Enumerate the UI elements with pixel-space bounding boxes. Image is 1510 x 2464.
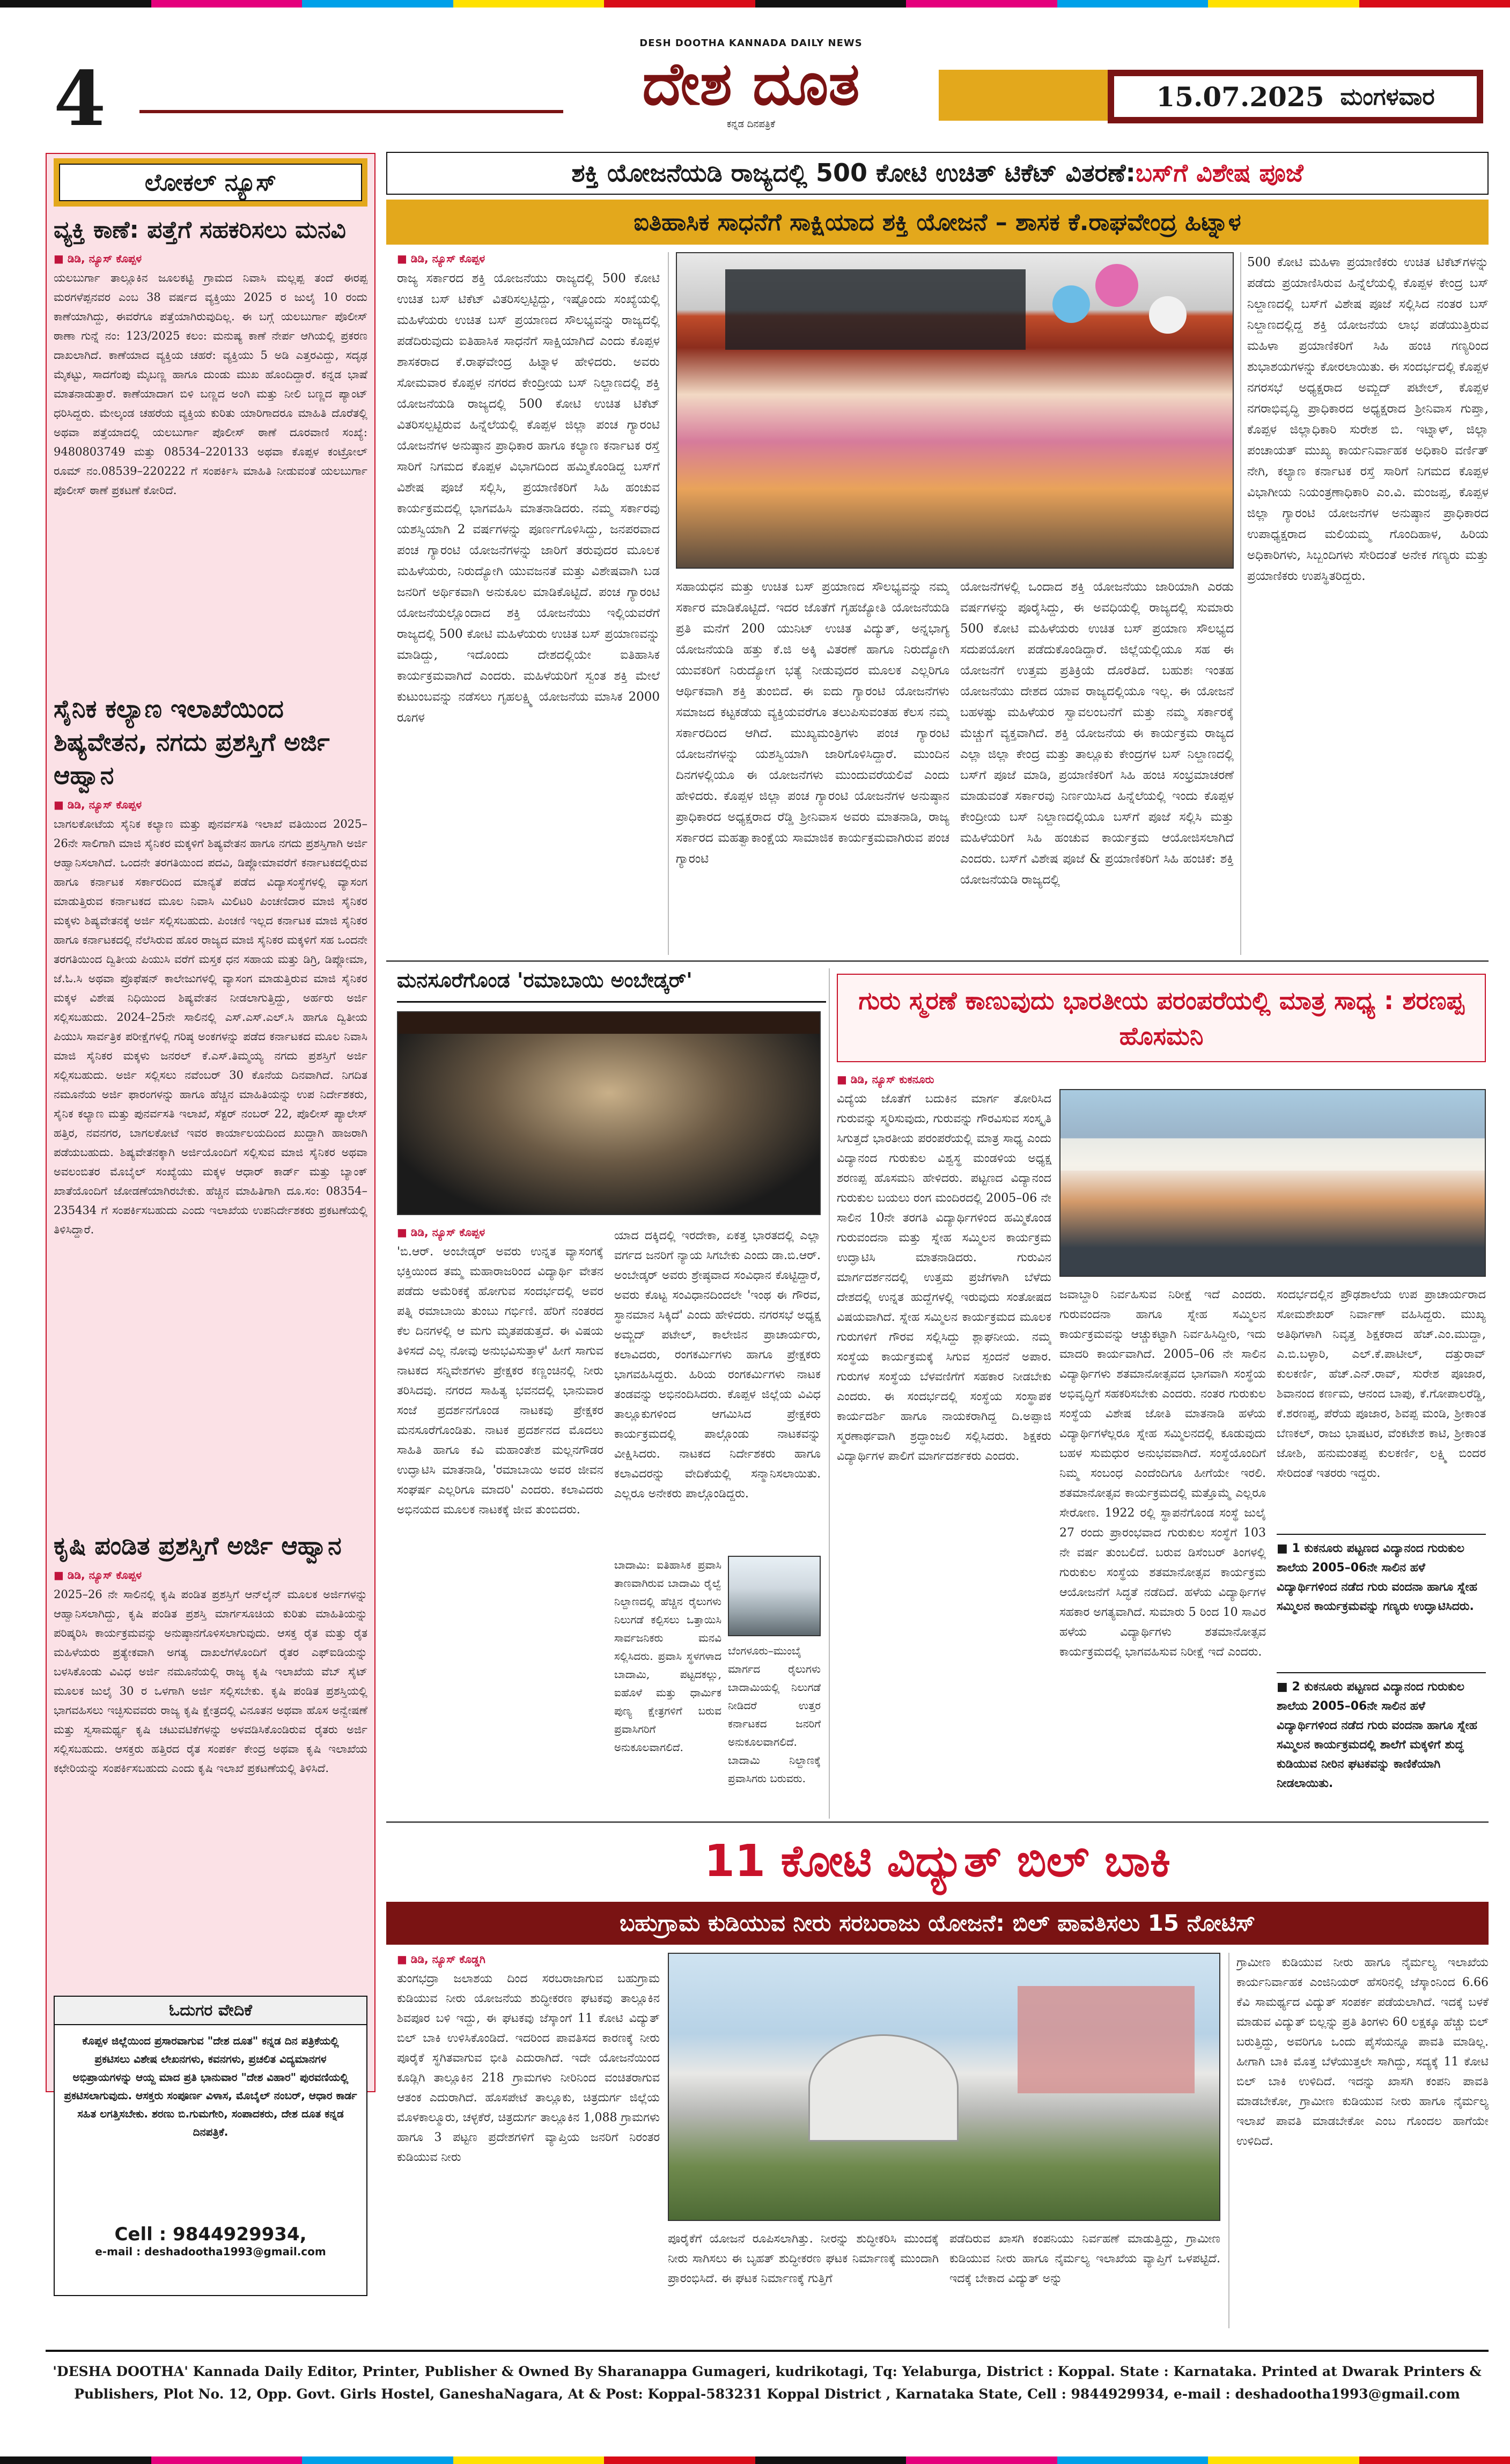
bottom-col4-text: ಗ್ರಾಮೀಣ ಕುಡಿಯುವ ನೀರು ಹಾಗೂ ನೈರ್ಮಲ್ಯ ಇಲಾಖೆಯ ಕಾರ್ಯನಿರ್ವಾಹಕ ಎಂಜಿನಿಯರ್ ಹೆಸರಿನಲ್ಲಿ ಜೆಸ್ಕಾಂನಿಂದ 6.66 ಕೆವಿ ಸಾಮರ್ಥ್ಯದ ವಿದ್ಯುತ್ ಸಂಪರ್ಕ ಪಡೆಯಲಾಗಿದೆ. ಇದಕ್ಕೆ ಬಳಕೆ ಮಾಡುವ ವಿದ್ಯುತ್ ಬಿಲ್ಲನ್ನು ಪ್ರತಿ ತಿಂಗಳು 60 ಲಕ್ಷಕ್ಕೂ ಹೆಚ್ಚು ಬಿಲ್ ಬರುತ್ತಿದ್ದು, ಅವರಿಗೂ ಒಂದು ಪೈಸೆಯನ್ನೂ ಪಾವತಿ ಮಾಡಿಲ್ಲ. ಹೀಗಾಗಿ ಬಾಕಿ ಮೊತ್ತ ಬೆಳೆಯುತ್ತಲೇ ಸಾಗಿದ್ದು, ಸದ್ಯಕ್ಕೆ 11 ಕೋಟಿ ಬಿಲ್ ಬಾಕಿ ಉಳಿದಿದೆ. ಇದನ್ನು ಖಾಸಗಿ ಕಂಪನಿ ಪಾವತಿ ಮಾಡಬೇಕೋ, ಗ್ರಾಮೀಣ ಕುಡಿಯುವ ನೀರು ಹಾಗೂ ನೈರ್ಮಲ್ಯ ಇಲಾಖೆ ಪಾವತಿ ಮಾಡಬೇಕೋ ಎಂಬ ಗೊಂದಲ ಹಾಗೆಯೇ ಉಳಿದಿದೆ. — [1236, 1956, 1489, 2148]
page-number: 4 — [54, 55, 106, 143]
readers-forum-head: ಓದುಗರ ವೇದಿಕೆ — [55, 1997, 366, 2025]
guru-title-box — [837, 974, 1486, 1062]
date-box — [1108, 70, 1483, 123]
section-label-box — [54, 158, 367, 207]
guru-col3-text: ಸಂದರ್ಭದಲ್ಲಿನ ಪ್ರೌಢಶಾಲೆಯ ಉಪ ಪ್ರಾಚಾರ್ಯರಾದ ಸೋಮಶೇಖರ್ ನಿರ್ವಾಣ್ ವಹಿಸಿದ್ದರು. ಮುಖ್ಯ ಅತಿಥಿಗಳಾಗಿ ನಿವೃತ್ತ ಶಿಕ್ಷಕರಾದ ಹೆಚ್.ಎಂ.ಮುದ್ದಾ, ಎ.ಬಿ.ಬಳ್ಳಾರಿ, ಎಲ್.ಕೆ.ಪಾಟೀಲ್, ದತ್ತುರಾವ್ ಕುಲಕರ್ಣಿ, ಹೆಚ್.ಎನ್.ರಾವ್, ಸುರೇಶ ಪೂಜಾರ, ಶಿವಾನಂದ ಕರ್ಣಮ, ಆನಂದ ಬಾಪು, ಕೆ.ಗೋಪಾಲರೆಡ್ಡಿ, ಕೆ.ಶರಣಪ್ಪ, ಪೆರೆಯ ಪೂಜಾರ, ಶಿವಪ್ಪ ಮಂಡಿ, ಶ್ರೀಕಾಂತ ಬೆಣಕಲ್, ರಾಜು ಭಾಷಟರ, ವೆಂಕಟೇಶ ಕಾಟಿ, ಶ್ರೀಕಾಂತ ಜೋಶಿ, ಹನುಮಂತಪ್ಪ ಕುಲಕರ್ಣಿ, ಲಕ್ಷ್ಮಿ ಬಿಂದರ ಸೇರಿದಂತೆ ಇತರರು ಇದ್ದರು. — [1277, 1288, 1486, 1480]
guru-col3 — [1277, 1285, 1486, 1812]
masthead-title: ದೇಶ ದೂತ — [642, 49, 860, 118]
badami-photo — [728, 1556, 821, 1636]
mid-bottom-rule — [386, 1821, 1489, 1823]
header-rule-left — [139, 110, 563, 113]
top-tag: ■ ಡಿಡಿ, ನ್ಯೂಸ್ ಕೊಪ್ಪಳ — [397, 252, 660, 265]
drama-col2 — [614, 1226, 821, 1548]
bottom-col4 — [1236, 1953, 1489, 2328]
article-missing — [54, 215, 367, 654]
top-col4 — [1247, 252, 1489, 955]
top-col1-text: ರಾಜ್ಯ ಸರ್ಕಾರದ ಶಕ್ತಿ ಯೋಜನೆಯು ರಾಜ್ಯದಲ್ಲಿ 500 ಕೋಟಿ ಉಚಿತ ಬಸ್ ಟಿಕೆಟ್ ವಿತರಿಸಲ್ಪಟ್ಟಿದ್ದು, ಇಷ್ಟೊಂದು ಸಂಖ್ಯೆಯಲ್ಲಿ ಮಹಿಳೆಯರು ಉಚಿತ ಬಸ್ ಪ್ರಯಾಣದ ಸೌಲಭ್ಯವನ್ನು ರಾಜ್ಯದಲ್ಲಿ ಪಡೆದಿರುವುದು ಐತಿಹಾಸಿಕ ಸಾಧನೆಗೆ ಸಾಕ್ಷಿಯಾಗಿದೆ ಎಂದು ಕೊಪ್ಪಳ ಶಾಸಕರಾದ ಕೆ.ರಾಘವೇಂದ್ರ ಹಿಟ್ನಾಳ ಹೇಳಿದರು. ಅವರು ಸೋಮವಾರ ಕೊಪ್ಪಳ ನಗರದ ಕೇಂದ್ರೀಯ ಬಸ್ ನಿಲ್ದಾಣದಲ್ಲಿ ಶಕ್ತಿ ಯೋಜನೆಯಡಿ ರಾಜ್ಯದಲ್ಲಿ 500 ಕೋಟಿ ಉಚಿತ ಟಿಕೆಟ್ ವಿತರಿಸಲ್ಪಟ್ಟಿರುವ ಹಿನ್ನೆಲೆಯಲ್ಲಿ ಕೊಪ್ಪಳ ಜಿಲ್ಲಾ ಪಂಚ ಗ್ಯಾರಂಟಿ ಯೋಜನೆಗಳ ಅನುಷ್ಠಾನ ಪ್ರಾಧಿಕಾರ ಹಾಗೂ ಕಲ್ಯಾಣ ಕರ್ನಾಟಕ ರಸ್ತೆ ಸಾರಿಗೆ ನಿಗಮದ ಕೊಪ್ಪಳ ವಿಭಾಗದಿಂದ ಹಮ್ಮಿಕೊಂಡಿದ್ದ ಬಸ್‌ಗೆ ವಿಶೇಷ ಪೂಜೆ ಸಲ್ಲಿಸಿ, ಪ್ರಯಾಣಿಕರಿಗೆ ಸಿಹಿ ಹಂಚುವ ಕಾರ್ಯಕ್ರಮದಲ್ಲಿ ಭಾಗವಹಿಸಿ ಮಾತನಾಡಿದರು. ನಮ್ಮ ಸರ್ಕಾರವು ಯಶಸ್ವಿಯಾಗಿ 2 ವರ್ಷಗಳನ್ನು ಪೂರ್ಣಗೊಳಿಸಿದ್ದು, ಜನಪರವಾದ ಪಂಚ ಗ್ಯಾರಂಟಿ ಯೋಜನೆಗಳನ್ನು ಜಾರಿಗೆ ತರುವುದರ ಮೂಲಕ ಮಹಿಳೆಯರು, ನಿರುದ್ಯೋಗಿ ಯುವಜನತೆ ಮತ್ತು ವಿಶೇಷವಾಗಿ ಬಡ ಜನರಿಗೆ ಅರ್ಥಿಕವಾಗಿ ಅನುಕೂಲ ಮಾಡಿಕೊಟ್ಟಿದೆ. ಪಂಚ ಗ್ಯಾರಂಟಿ ಯೋಜನೆಯಲ್ಲೊಂದಾದ ಶಕ್ತಿ ಯೋಜನೆಯು ಇಲ್ಲಿಯವರೆಗೆ ರಾಜ್ಯದಲ್ಲಿ 500 ಕೋಟಿ ಮಹಿಳೆಯರು ಉಚಿತ ಬಸ್ ಪ್ರಯಾಣವನ್ನು ಮಾಡಿದ್ದು, ಇದೊಂದು ದೇಶದಲ್ಲಿಯೇ ಐತಿಹಾಸಿಕ ಕಾರ್ಯಕ್ರಮವಾಗಿದೆ ಎಂದರು. ಮಹಿಳೆಯರಿಗೆ ಸ್ವಂತ ಶಕ್ತಿ ಮೇಲೆ ಕುಟುಂಬವನ್ನು ನಡೆಸಲು ಗೃಹಲಕ್ಷ್ಮಿ ಯೋಜನೆಯ ಮಾಸಿಕ 2000 ರೂಗಳ — [397, 271, 660, 725]
drama-stage-photo — [397, 1011, 821, 1215]
bus-pooja-photo — [676, 252, 1234, 569]
guru-note-1: ■ 1 ಕುಕನೂರು ಪಟ್ಟಣದ ವಿದ್ಯಾನಂದ ಗುರುಕುಲ ಶಾಲೆಯ 2005–06ನೇ ಸಾಲಿನ ಹಳೆ ವಿದ್ಯಾರ್ಥಿಗಳಿಂದ ನಡೆದ ಗುರು ವಂದನಾ ಹಾಗೂ ಸ್ನೇಹ ಸಮ್ಮಿಲನ ಕಾರ್ಯಕ್ರಮವನ್ನು ಗಣ್ಯರು ಉದ್ಘಾಟಿಸಿದರು. — [1277, 1534, 1486, 1668]
guru-col2-text: ಜವಾಬ್ದಾರಿ ನಿರ್ವಹಿಸುವ ನಿರೀಕ್ಷೆ ಇದೆ ಎಂದರು. ಗುರುವಂದನಾ ಹಾಗೂ ಸ್ನೇಹ ಸಮ್ಮಿಲನ ಕಾರ್ಯಕ್ರಮವನ್ನು ಆಚ್ಚುಕಟ್ಟಾಗಿ ನಿರ್ವಹಿಸಿದ್ದೀರಿ, ಇದು ಮಾದರಿ ಕಾರ್ಯವಾಗಿದೆ. 2005–06 ನೇ ಸಾಲಿನ ವಿದ್ಯಾರ್ಥಿಗಳು ಶತಮಾನೋತ್ಸವದ ಭಾಗವಾಗಿ ಸಂಸ್ಥೆಯ ಅಭಿವೃದ್ಧಿಗೆ ಸಹಕರಿಸಬೇಕು ಎಂದರು. ನಂತರ ಗುರುಕುಲ ಸಂಸ್ಥೆಯ ವಿಶೇಷ ಜೋತಿ ಮಾತನಾಡಿ ಹಳೆಯ ವಿದ್ಯಾರ್ಥಿಗಳೆಲ್ಲರೂ ಸ್ನೇಹ ಸಮ್ಮಿಲನದಲ್ಲಿ ಕೂಡುವುದು ಬಹಳ ಸುಮಧುರ ಅನುಭವವಾಗಿದೆ. ಸಂಸ್ಥೆಯೊಂದಿಗೆ ನಿಮ್ಮ ಸಂಬಂಧ ಎಂದೆಂದಿಗೂ ಹೀಗೆಯೇ ಇರಲಿ. ಶತಮಾನೋತ್ಸವ ಕಾರ್ಯಕ್ರಮದಲ್ಲಿ ಮತ್ತೊಮ್ಮೆ ಎಲ್ಲರೂ ಸೇರೋಣ. 1922 ರಲ್ಲಿ ಸ್ಥಾಪನೆಗೊಂಡ ಸಂಸ್ಥೆ ಜುಲೈ 27 ರಂದು ಪ್ರಾರಂಭವಾದ ಗುರುಕುಲ ಸಂಸ್ಥೆಗೆ 103 ನೇ ವರ್ಷ ತುಂಬಲಿದೆ. ಬರುವ ಡಿಸೆಂಬರ್ ತಿಂಗಳಲ್ಲಿ ಗುರುಕುಲ ಸಂಸ್ಥೆಯ ಶತಮಾನೋತ್ಸವ ಕಾರ್ಯಕ್ರಮ ಆಯೋಜನೆಗೆ ಸಿದ್ಧತೆ ನಡೆದಿದೆ. ಹಳೆಯ ವಿದ್ಯಾರ್ಥಿಗಳ ಸಹಕಾರ ಅಗತ್ಯವಾಗಿದೆ. ಸುಮಾರು 5 ರಿಂದ 10 ಸಾವಿರ ಹಳೆಯ ವಿದ್ಯಾರ್ಥಿಗಳು ಶತಮಾನೋತ್ಸವ ಕಾರ್ಯಕ್ರಮದಲ್ಲಿ ಭಾಗವಹಿಸುವ ನಿರೀಕ್ಷೆ ಇದೆ ಎಂದರು. — [1059, 1288, 1266, 1659]
bottom-col2 — [668, 2229, 939, 2334]
color-strip-top — [0, 0, 1510, 8]
top-col-rule-2 — [1240, 252, 1241, 955]
top-col3 — [960, 577, 1234, 955]
footer-imprint: 'DESHA DOOTHA' Kannada Daily Editor, Printer, Publisher & Owned By Sharanappa Gumageri, kudrikotagi, Tq: Yelaburga, District : Koppal. State : Karnataka. Printed at Dwarak Printers & Publishers, Plot No. 12, Opp. Govt. Girls Hostel, GaneshaNagara, At & Post: Koppal-583231 Koppal District , Karnataka State, Cell : 9844929934, e-mail : deshadootha1993@gmail.com — [53, 2364, 1482, 2402]
drama-title: ಮನಸೂರೆಗೊಂಡ 'ರಮಾಬಾಯಿ ಅಂಬೇಡ್ಕರ್' — [397, 968, 826, 1003]
header-rule-gold — [939, 70, 1108, 121]
badami-box — [614, 1556, 821, 1813]
masthead-small: DESH DOOTHA KANNADA DAILY NEWS — [639, 38, 863, 49]
guru-tag: ■ ಡಿಡಿ, ನ್ಯೂಸ್ ಕುಕನೂರು — [837, 1073, 1051, 1086]
article-krishi — [54, 1529, 367, 1971]
balloons — [1052, 285, 1090, 323]
top-subhead: ಐತಿಹಾಸಿಕ ಸಾಧನೆಗೆ ಸಾಕ್ಷಿಯಾದ ಶಕ್ತಿ ಯೋಜನೆ – ಶಾಸಕ ಕೆ.ರಾಘವೇಂದ್ರ ಹಿಟ್ನಾಳ — [386, 200, 1489, 245]
article-soldier — [54, 692, 367, 1509]
guru-note-2: ■ 2 ಕುಕನೂರು ಪಟ್ಟಣದ ವಿದ್ಯಾನಂದ ಗುರುಕುಲ ಶಾಲೆಯ 2005–06ನೇ ಸಾಲಿನ ಹಳೆ ವಿದ್ಯಾರ್ಥಿಗಳಿಂದ ನಡೆದ ಗುರು ವಂದನಾ ಹಾಗೂ ಸ್ನೇಹ ಸಮ್ಮಿಲನ ಕಾರ್ಯಕ್ರಮದಲ್ಲಿ ಶಾಲೆಗೆ ಮಕ್ಕಳಿಗೆ ಶುದ್ಧ ಕುಡಿಯುವ ನೀರಿನ ಘಟಕವನ್ನು ಕಾಣಿಕೆಯಾಗಿ ನೀಡಲಾಯಿತು. — [1277, 1672, 1486, 1812]
article-soldier-body: ಬಾಗಲಕೋಟೆಯ ಸೈನಿಕ ಕಲ್ಯಾಣ ಮತ್ತು ಪುನರ್ವಸತಿ ಇಲಾಖೆ ವತಿಯಿಂದ 2025–26ನೇ ಸಾಲಿಗಾಗಿ ಮಾಜಿ ಸೈನಿಕರ ಮಕ್ಕಳಿಗೆ ಶಿಷ್ಯವೇತನ ಹಾಗೂ ನಗದು ಪ್ರಶಸ್ತಿಗಾಗಿ ಅರ್ಜಿ ಆಹ್ವಾನಿಸಲಾಗಿದೆ. ಒಂದನೇ ತರಗತಿಯಿಂದ ಪದವಿ, ಡಿಪ್ಲೋಮಾವರೆಗೆ ಕರ್ನಾಟಕದಲ್ಲಿರುವ ಹಾಗೂ ಕರ್ನಾಟಕ ಸರ್ಕಾರದಿಂದ ಮಾನ್ಯತೆ ಪಡೆದ ವಿದ್ಯಾಸಂಸ್ಥೆಗಳಲ್ಲಿ ವ್ಯಾಸಂಗ ಮಾಡುತ್ತಿರುವ ಕರ್ನಾಟಕದ ಮೂಲ ನಿವಾಸಿ ಮಿಲಿಟರಿ ಪಿಂಚಣಿದಾರ ಮಾಜಿ ಸೈನಿಕರ ಮಕ್ಕಳು ಶಿಷ್ಯವೇತನಕ್ಕೆ ಅರ್ಜಿ ಸಲ್ಲಿಸಬಹುದು. ಪಿಂಚಣಿ ಇಲ್ಲದ ಕರ್ನಾಟಕ ಮಾಜಿ ಸೈನಿಕರ ಹಾಗೂ ಕರ್ನಾಟಕದಲ್ಲಿ ನೆಲೆಸಿರುವ ಹೊರ ರಾಜ್ಯದ ಮಾಜಿ ಸೈನಿಕರ ಮಕ್ಕಳಿಗೆ ಸಹ ಒಂದನೇ ತರಗತಿಯಿಂದ ದ್ವಿತೀಯ ಪಿಯುಸಿ ವರೆಗೆ ಮಸ್ತಕ ಧನ ಸಹಾಯ ಮತ್ತು ಡಿಗ್ರಿ, ಡಿಪ್ಲೋಮಾ, ಜೆ.ಓ.ಸಿ ಅಥವಾ ಪ್ರೊಫೆಷನ್ ಕಾಲೇಜುಗಳಲ್ಲಿ ವ್ಯಾಸಂಗ ಮಾಡುತ್ತಿರುವ ಮಾಜಿ ಸೈನಿಕರ ಮಕ್ಕಳ ವಿಶೇಷ ನಿಧಿಯಿಂದ ಶಿಷ್ಯವೇತನ ನೀಡಲಾಗುತ್ತಿದ್ದು, ಅರ್ಹರು ಅರ್ಜಿ ಸಲ್ಲಿಸಬಹುದು. 2024–25ನೇ ಸಾಲಿನಲ್ಲಿ ಎಸ್.ಎಸ್.ಎಲ್.ಸಿ ಹಾಗೂ ದ್ವಿತೀಯ ಪಿಯುಸಿ ಸಾರ್ವತ್ರಿಕ ಪರೀಕ್ಷೆಗಳಲ್ಲಿ ಗರಿಷ್ಠ ಅಂಕಗಳನ್ನು ಪಡೆದ ಕರ್ನಾಟಕದ ಮೂಲ ನಿವಾಸಿ ಮಾಜಿ ಸೈನಿಕರ ಮಕ್ಕಳು ಜನರಲ್ ಕೆ.ಎಸ್.ತಿಮ್ಮಯ್ಯ ನಗದು ಪ್ರಶಸ್ತಿಗೆ ಅರ್ಜಿ ಸಲ್ಲಿಸಬಹುದು. ಅರ್ಜಿ ಸಲ್ಲಿಸಲು ನವೆಂಬರ್ 30 ಕೊನೆಯ ದಿನವಾಗಿದೆ. ನಿಗದಿತ ನಮೂನೆಯ ಅರ್ಜಿ ಫಾರಂಗಳನ್ನು ಹಾಗೂ ಹೆಚ್ಚಿನ ಮಾಹಿತಿಯನ್ನು ಉಪ ನಿರ್ದೇಶಕರು, ಸೈನಿಕ ಕಲ್ಯಾಣ ಮತ್ತು ಪುನರ್ವಸತಿ ಇಲಾಖೆ, ಸೆಕ್ಟರ್ ನಂಬರ್ 22, ಪೊಲೀಸ್ ಪ್ಯಾಲೇಸ್ ಹತ್ತಿರ, ನವನಗರ, ಬಾಗಲಕೋಟೆ ಇವರ ಕಾರ್ಯಾಲಯದಿಂದ ಖುದ್ದಾಗಿ ಹಾಜರಾಗಿ ಪಡೆಯಬಹುದು. ಶಿಷ್ಯವೇತನಕ್ಕಾಗಿ ಅರ್ಜಿಯೊಂದಿಗೆ ಸಲ್ಲಿಸುವ ಮಾಜಿ ಸೈನಿಕರ ಅಥವಾ ಅವಲಂಬಿತರ ಮೊಬೈಲ್ ಸಂಖ್ಯೆಯು ಮಕ್ಕಳ ಆಧಾರ್ ಕಾರ್ಡ್ ಮತ್ತು ಬ್ಯಾಂಕ್ ಖಾತೆಯೊಂದಿಗೆ ಜೋಡಣೆಯಾಗಿರಬೇಕು. ಹೆಚ್ಚಿನ ಮಾಹಿತಿಗಾಗಿ ದೂ.ಸಂ: 08354–235434 ಗೆ ಸಂಪರ್ಕಿಸಬಹುದು ಎಂದು ಇಲಾಖೆಯ ಉಪನಿರ್ದೇಶಕರು ಪ್ರಕಟಣೆಯಲ್ಲಿ ತಿಳಿಸಿದ್ದಾರೆ. — [54, 818, 367, 1236]
water-plant-photo — [668, 1953, 1220, 2221]
top-bottom-rule — [386, 960, 1489, 962]
date: 15.07.2025 — [1156, 80, 1324, 113]
bottom-col3-text: ಪಡೆದಿರುವ ಖಾಸಗಿ ಕಂಪನಿಯು ನಿರ್ವಹಣೆ ಮಾಡುತ್ತಿದ್ದು, ಗ್ರಾಮೀಣ ಕುಡಿಯುವ ನೀರು ಹಾಗೂ ನೈರ್ಮಲ್ಯ ಇಲಾಖೆಯ ವ್ಯಾಪ್ತಿಗೆ ಒಳಪಟ್ಟಿದೆ. ಇದಕ್ಕೆ ಬೇಕಾದ ವಿದ್ಯುತ್ ಅನ್ನು — [949, 2232, 1220, 2285]
bottom-subhead: ಬಹುಗ್ರಾಮ ಕುಡಿಯುವ ನೀರು ಸರಬರಾಜು ಯೋಜನೆ: ಬಿಲ್ ಪಾವತಿಸಲು 15 ನೋಟಿಸ್ — [386, 1902, 1489, 1945]
guru-title: ಗುರು ಸ್ಮರಣೆ ಕಾಣುವುದು ಭಾರತೀಯ ಪರಂಪರೆಯಲ್ಲಿ ಮಾತ್ರ ಸಾಧ್ಯ : ಶರಣಪ್ಪ ಹೊಸಮನಿ — [858, 985, 1464, 1050]
article-soldier-title: ಸೈನಿಕ ಕಲ್ಯಾಣ ಇಲಾಖೆಯಿಂದ ಶಿಷ್ಯವೇತನ, ನಗದು ಪ್ರಶಸ್ತಿಗೆ ಅರ್ಜಿ ಆಹ್ವಾನ — [54, 694, 330, 790]
masthead-sub: ಕನ್ನಡ ದಿನಪತ್ರಿಕೆ — [726, 119, 775, 130]
mid-col-rule — [829, 968, 830, 1819]
top-headline-red: ಬಸ್‌ಗೆ ವಿಶೇಷ ಪೂಜೆ — [1135, 158, 1303, 187]
article-krishi-title: ಕೃಷಿ ಪಂಡಿತ ಪ್ರಶಸ್ತಿಗೆ ಅರ್ಜಿ ಆಹ್ವಾನ — [54, 1531, 342, 1560]
footer-rule — [46, 2350, 1489, 2352]
bus-windshield — [725, 269, 1026, 350]
top-col2 — [676, 577, 949, 955]
badami-text: ಬಾದಾಮಿ: ಐತಿಹಾಸಿಕ ಪ್ರವಾಸಿ ತಾಣವಾಗಿರುವ ಬಾದಾಮಿ ರೈಲ್ವೆ ನಿಲ್ದಾಣದಲ್ಲಿ ಹೆಚ್ಚಿನ ರೈಲುಗಳು ನಿಲುಗಡೆ ಕಲ್ಪಿಸಲು ಒತ್ತಾಯಿಸಿ ಸಾರ್ವಜನಿಕರು ಮನವಿ ಸಲ್ಲಿಸಿದರು. ಪ್ರವಾಸಿ ಸ್ಥಳಗಳಾದ ಬಾದಾಮಿ, ಪಟ್ಟದಕಲ್ಲು, ಐಹೊಳೆ ಮತ್ತು ಧಾರ್ಮಿಕ ಪುಣ್ಯ ಕ್ಷೇತ್ರಗಳಿಗೆ ಬರುವ ಪ್ರವಾಸಿಗರಿಗೆ ಅನುಕೂಲವಾಗಲಿದೆ. — [614, 1558, 721, 1754]
top-col-rule — [668, 252, 669, 955]
masthead-block — [563, 38, 939, 130]
article-soldier-tag: ■ ಡಿಡಿ, ನ್ಯೂಸ್ ಕೊಪ್ಪಳ — [54, 798, 367, 811]
stage-curtain — [398, 1012, 820, 1034]
readers-forum-cell: Cell : 9844929934, — [114, 2224, 307, 2245]
readers-forum — [54, 1996, 367, 2296]
bottom-col3 — [949, 2229, 1220, 2334]
article-missing-body: ಯಲಬುರ್ಗಾ ತಾಲ್ಲೂಕಿನ ಜೂಲಕಟ್ಟಿ ಗ್ರಾಮದ ನಿವಾಸಿ ಮಲ್ಲಪ್ಪ ತಂದೆ ಈರಪ್ಪ ಮರಗಳೆಪ್ಪನವರ ಎಂಬ 38 ವರ್ಷದ ವ್ಯಕ್ತಿಯು 2025 ರ ಜುಲೈ 10 ರಂದು ಕಾಣೆಯಾಗಿದ್ದು, ಈವರೆಗೂ ಪತ್ತೆಯಾಗಿರುವುದಿಲ್ಲ. ಈ ಬಗ್ಗೆ ಯಲಬುರ್ಗಾ ಪೊಲೀಸ್ ಠಾಣಾ ಗುನ್ನೆ ನಂ: 123/2025 ಕಲಂ: ಮನುಷ್ಯ ಕಾಣೆ ನೇರ್ಪ ಆಗಿಯಲ್ಲಿ ಪ್ರಕರಣ ದಾಖಲಾಗಿದೆ. ಕಾಣೆಯಾದ ವ್ಯಕ್ತಿಯ ಚಹರೆ: ವ್ಯಕ್ತಿಯು 5 ಅಡಿ ಎತ್ತರವಿದ್ದು, ಸದೃಢ ಮೈಕಟ್ಟು, ಸಾದಗೆಂಪು ಮೈಬಣ್ಣ ಹಾಗೂ ದುಂಡು ಮುಖ ಹೊಂದಿದ್ದಾರೆ. ಕನ್ನಡ ಭಾಷೆ ಮಾತನಾಡುತ್ತಾರೆ. ಕಾಣೆಯಾದಾಗ ಬಿಳಿ ಬಣ್ಣದ ಅಂಗಿ ಮತ್ತು ನೀಲಿ ಬಣ್ಣದ ಪ್ಯಾಂಟ್ ಧರಿಸಿದ್ದರು. ಮೇಲ್ಕಂಡ ಚಹರೆಯ ವ್ಯಕ್ತಿಯ ಕುರಿತು ಯಾರಿಗಾದರೂ ಮಾಹಿತಿ ದೊರೆತಲ್ಲಿ ಅಥವಾ ಪತ್ತೆಯಾದಲ್ಲಿ ಯಲಬುರ್ಗಾ ಪೊಲೀಸ್ ಠಾಣೆ ದೂರವಾಣಿ ಸಂಖ್ಯೆ: 9480803749 ಮತ್ತು 08534–220133 ಅಥವಾ ಕೊಪ್ಪಳ ಕಂಟ್ರೋಲ್ ರೂಮ್ ನಂ.08539–220222 ಗೆ ಸಂಪರ್ಕಿಸಿ ಮಾಹಿತಿ ನೀಡುವಂತೆ ಯಲಬುರ್ಗಾ ಪೊಲೀಸ್ ಠಾಣೆ ಪ್ರಕಟಣೆ ಕೋರಿದೆ. — [54, 271, 367, 497]
bottom-headline: 11 ಕೋಟಿ ವಿದ್ಯುತ್ ಬಿಲ್ ಬಾಕಿ — [704, 1836, 1171, 1887]
article-krishi-body: 2025–26 ನೇ ಸಾಲಿನಲ್ಲಿ ಕೃಷಿ ಪಂಡಿತ ಪ್ರಶಸ್ತಿಗೆ ಆನ್‌ಲೈನ್ ಮೂಲಕ ಅರ್ಜಿಗಳನ್ನು ಆಹ್ವಾನಿಸಲಾಗಿದ್ದು, ಕೃಷಿ ಪಂಡಿತ ಪ್ರಶಸ್ತಿ ಮಾರ್ಗಸೂಚಿಯ ಕುರಿತು ಮಾಹಿತಿಯನ್ನು ಪರಿಷ್ಕರಿಸಿ ಕಾರ್ಯಕ್ರಮವನ್ನು ಅನುಷ್ಠಾನಗೊಳಿಸಲಾಗುವುದು. ಆಸಕ್ತ ರೈತ ಮತ್ತು ರೈತ ಮಹಿಳೆಯರು ಪ್ರತ್ಯೇಕವಾಗಿ ಅಗತ್ಯ ದಾಖಲೆಗಳೊಂದಿಗೆ ರೈತರ ಎಫ್‌ಐಡಿಯನ್ನು ಬಳಸಿಕೊಂಡು ವಿವಿಧ ಅರ್ಜಿ ನಮೂನೆಯಲ್ಲಿ ರಾಜ್ಯ ಕೃಷಿ ಇಲಾಖೆಯ ವೆಬ್ ಸೈಟ್ ಮೂಲಕ ಜುಲೈ 30 ರ ಒಳಗಾಗಿ ಅರ್ಜಿ ಸಲ್ಲಿಸಬೇಕು. ಕೃಷಿ ಪಂಡಿತ ಪ್ರಶಸ್ತಿಯಲ್ಲಿ ಭಾಗವಹಿಸಲು ಇಚ್ಛಿಸುವವರು ರಾಜ್ಯ ಕೃಷಿ ಕ್ಷೇತ್ರದಲ್ಲಿ ವಿನೂತನ ಅಥವಾ ಹೊಸ ಅನ್ವೇಷಣೆ ಮತ್ತು ಸ್ವಸಾಮರ್ಥ್ಯ ಕೃಷಿ ಚಟುವಟಿಕೆಗಳನ್ನು ಅಳವಡಿಸಿಕೊಂಡಿರುವ ರೈತರು ಅರ್ಜಿ ಸಲ್ಲಿಸಬಹುದು. ಆಸಕ್ತರು ಹತ್ತಿರದ ರೈತ ಸಂಪರ್ಕ ಕೇಂದ್ರ ಅಥವಾ ಕೃಷಿ ಇಲಾಖೆಯ ಕಛೇರಿಯನ್ನು ಸಂಪರ್ಕಿಸಬಹುದು ಎಂದು ಕೃಷಿ ಇಲಾಖೆ ಪ್ರಕಟಣೆಯಲ್ಲಿ ತಿಳಿಸಿದೆ. — [54, 1588, 367, 1775]
stage-banner — [1060, 1138, 1485, 1171]
article-krishi-tag: ■ ಡಿಡಿ, ನ್ಯೂಸ್ ಕೊಪ್ಪಳ — [54, 1569, 367, 1582]
guru-event-photo — [1059, 1089, 1486, 1277]
readers-forum-body: ಕೊಪ್ಪಳ ಜಿಲ್ಲೆಯಿಂದ ಪ್ರಸಾರವಾಗುವ "ದೇಶ ದೂತ" ಕನ್ನಡ ದಿನ ಪತ್ರಿಕೆಯಲ್ಲಿ ಪ್ರಕಟಿಸಲು ವಿಶೇಷ ಲೇಖನಗಳು, ಕವನಗಳು, ಪ್ರಚಲಿತ ವಿದ್ಯಮಾನಗಳ ಅಭಿಪ್ರಾಯಗಳನ್ನು ಆಯ್ದ ಮಾದ ಪ್ರತಿ ಭಾನುವಾರ "ದೇಶ ವಿಹಾರ" ಪುರವಣಿಯಲ್ಲಿ ಪ್ರಕಟಿಸಲಾಗುವುದು. ಆಸಕ್ತರು ಸಂಪೂರ್ಣ ವಿಳಾಸ, ಮೊಬೈಲ್ ನಂಬರ್, ಆಧಾರ ಕಾರ್ಡ ಸಹಿತ ಲಗತ್ತಿಸಬೇಕು. ಶರಣು ಬಿ.ಗುಮಗೇರಿ, ಸಂಪಾದಕರು, ದೇಶ ದೂತ ಕನ್ನಡ ದಿನಪತ್ರಿಕೆ. — [64, 2034, 357, 2138]
bottom-col2-text: ಪೂರೈಕೆಗೆ ಯೋಜನೆ ರೂಪಿಸಲಾಗಿತ್ತು. ನೀರನ್ನು ಶುದ್ಧೀಕರಿಸಿ ಮುಂದಕ್ಕೆ ನೀರು ಸಾಗಿಸಲು ಈ ಬೃಹತ್ ಶುದ್ಧೀಕರಣ ಘಟಕ ನಿರ್ಮಾಣಕ್ಕೆ ಮುಂದಾಗಿ ಪ್ರಾರಂಭಿಸಿದೆ. ಈ ಘಟಕ ನಿರ್ಮಾಣಕ್ಕೆ ಗುತ್ತಿಗೆ — [668, 2232, 939, 2285]
bottom-col1 — [397, 1953, 660, 2344]
drama-col1 — [397, 1226, 603, 1827]
guru-col1 — [837, 1073, 1051, 1808]
section-label: ಲೋಕಲ್ ನ್ಯೂಸ್ — [59, 164, 362, 201]
badami-text-2: ಬೆಂಗಳೂರು–ಮುಂಬೈ ಮಾರ್ಗದ ರೈಲುಗಳು ಬಾದಾಮಿಯಲ್ಲಿ ನಿಲುಗಡೆ ನೀಡಿದರೆ ಉತ್ತರ ಕರ್ನಾಟಕದ ಜನರಿಗೆ ಅನುಕೂಲವಾಗಲಿದೆ. ಬಾದಾಮಿ ನಿಲ್ದಾಣಕ್ಕೆ ಪ್ರವಾಸಿಗರು ಬರುವರು. — [728, 1644, 821, 1785]
top-col4-text: 500 ಕೋಟಿ ಮಹಿಳಾ ಪ್ರಯಾಣಿಕರು ಉಚಿತ ಟಿಕೆಟ್‌ಗಳನ್ನು ಪಡೆದು ಪ್ರಯಾಣಿಸಿರುವ ಹಿನ್ನೆಲೆಯಲ್ಲಿ ಕೊಪ್ಪಳ ಕೇಂದ್ರ ಬಸ್ ನಿಲ್ದಾಣದಲ್ಲಿ ಬಸ್‌ಗೆ ವಿಶೇಷ ಪೂಜೆ ಸಲ್ಲಿಸಿದ ನಂತರ ಬಸ್ ನಿಲ್ದಾಣದಲ್ಲಿದ್ದ ಶಕ್ತಿ ಯೋಜನೆಯ ಲಾಭ ಪಡೆಯುತ್ತಿರುವ ಮಹಿಳಾ ಪ್ರಯಾಣಿಕರಿಗೆ ಸಿಹಿ ಹಂಚಿ ಗಣ್ಯರಿಂದ ಶುಭಾಶಯಗಳನ್ನು ಕೋರಲಾಯಿತು. ಈ ಸಂದರ್ಭದಲ್ಲಿ ಕೊಪ್ಪಳ ನಗರಸಭೆ ಅಧ್ಯಕ್ಷರಾದ ಅಮ್ಜದ್ ಪಟೇಲ್, ಕೊಪ್ಪಳ ನಗರಾಭಿವೃದ್ಧಿ ಪ್ರಾಧಿಕಾರದ ಅಧ್ಯಕ್ಷರಾದ ಶ್ರೀನಿವಾಸ ಗುಪ್ತಾ, ಕೊಪ್ಪಳ ಜಿಲ್ಲಾಧಿಕಾರಿ ಸುರೇಶ ಬಿ. ಇಟ್ನಾಳ್, ಜಿಲ್ಲಾ ಪಂಚಾಯತ್ ಮುಖ್ಯ ಕಾರ್ಯನಿರ್ವಾಹಕ ಅಧಿಕಾರಿ ವರ್ಣಿತ್ ನೇಗಿ, ಕಲ್ಯಾಣ ಕರ್ನಾಟಕ ರಸ್ತೆ ಸಾರಿಗೆ ನಿಗಮದ ಕೊಪ್ಪಳ ವಿಭಾಗೀಯ ನಿಯಂತ್ರಣಾಧಿಕಾರಿ ಎಂ.ವಿ. ಮಂಜಪ್ಪ, ಕೊಪ್ಪಳ ಜಿಲ್ಲಾ ಗ್ಯಾರಂಟಿ ಯೋಜನೆಗಳ ಅನುಷ್ಠಾನ ಪ್ರಾಧಿಕಾರದ ಉಪಾಧ್ಯಕ್ಷರಾದ ಮಲಿಯಮ್ಮ ಗೊಂದಿಹಾಳ, ಹಿರಿಯ ಅಧಿಕಾರಿಗಳು, ಸಿಬ್ಬಂದಿಗಳು ಸೇರಿದಂತೆ ಅನೇಕ ಗಣ್ಯರು ಮತ್ತು ಪ್ರಯಾಣಿಕರು ಉಪಸ್ಥಿತರಿದ್ದರು. — [1247, 255, 1489, 583]
guru-col1-text: ವಿದ್ಯೆಯ ಜೊತೆಗೆ ಬದುಕಿನ ಮಾರ್ಗ ತೋರಿಸಿದ ಗುರುವನ್ನು ಸ್ಮರಿಸುವುದು, ಗುರುವನ್ನು ಗೌರವಿಸುವ ಸಂಸ್ಕೃತಿ ಸಿಗುತ್ತದೆ ಭಾರತೀಯ ಪರಂಪರೆಯಲ್ಲಿ ಮಾತ್ರ ಸಾಧ್ಯ ಎಂದು ವಿದ್ಯಾನಂದ ಗುರುಕುಲ ವಿಶ್ವಸ್ಥ ಮಂಡಳಿಯ ಅಧ್ಯಕ್ಷ ಶರಣಪ್ಪ ಹೊಸಮನಿ ಹೇಳಿದರು. ಪಟ್ಟಣದ ವಿದ್ಯಾನಂದ ಗುರುಕುಲ ಬಯಲು ರಂಗ ಮಂದಿರದಲ್ಲಿ 2005–06 ನೇ ಸಾಲಿನ 10ನೇ ತರಗತಿ ವಿದ್ಯಾರ್ಥಿಗಳಿಂದ ಹಮ್ಮಿಕೊಂಡ ಗುರುವಂದನಾ ಮತ್ತು ಸ್ನೇಹ ಸಮ್ಮಿಲನ ಕಾರ್ಯಕ್ರಮ ಉದ್ಘಾಟಿಸಿ ಮಾತನಾಡಿದರು. ಗುರುವಿನ ಮಾರ್ಗದರ್ಶನದಲ್ಲಿ ಉತ್ತಮ ಪ್ರಜೆಗಳಾಗಿ ಬೆಳೆದು ದೇಶದಲ್ಲಿ ಉನ್ನತ ಹುದ್ದೆಗಳಲ್ಲಿ ಇರುವುದು ಸಂತೋಷದ ವಿಷಯವಾಗಿದೆ. ಸ್ನೇಹ ಸಮ್ಮಿಲನ ಕಾರ್ಯಕ್ರಮದ ಮೂಲಕ ಗುರುಗಳಿಗೆ ಗೌರವ ಸಲ್ಲಿಸಿದ್ದು ಶ್ಲಾಘನೀಯ. ನಮ್ಮ ಸಂಸ್ಥೆಯ ಕಾರ್ಯಕ್ರಮಕ್ಕೆ ಸಿಗುವ ಸ್ಪಂದನೆ ಅಪಾರ. ಗುರುಗಳ ಸಂಸ್ಥೆಯ ಬೆಳವಣಿಗೆಗೆ ಸಹಕಾರ ನೀಡಬೇಕು ಎಂದರು. ಈ ಸಂದರ್ಭದಲ್ಲಿ ಸಂಸ್ಥೆಯ ಸಂಸ್ಥಾಪಕ ಕಾರ್ಯದರ್ಶಿ ಹಾಗೂ ನಾಯಕರಾಗಿದ್ದ ದಿ.ಅಪ್ಪಾಜಿ ಸ್ಮರಣಾರ್ಥವಾಗಿ ಶ್ರದ್ಧಾಂಜಲಿ ಸಲ್ಲಿಸಿದರು. ಶಿಕ್ಷಕರು ವಿದ್ಯಾರ್ಥಿಗಳ ಪಾಲಿಗೆ ಮಾರ್ಗದರ್ಶಕರು ಎಂದರು. — [837, 1092, 1051, 1463]
drama-tag: ■ ಡಿಡಿ, ನ್ಯೂಸ್ ಕೊಪ್ಪಳ — [397, 1226, 603, 1239]
bottom-col-rule — [1228, 1953, 1229, 2328]
top-headline — [386, 152, 1489, 195]
article-missing-title: ವ್ಯಕ್ತಿ ಕಾಣೆ: ಪತ್ತೆಗೆ ಸಹಕರಿಸಲು ಮನವಿ — [54, 216, 346, 244]
drama-col1-text: 'ಬಿ.ಆರ್. ಅಂಬೇಡ್ಕರ್ ಅವರು ಉನ್ನತ ವ್ಯಾಸಂಗಕ್ಕೆ ಭಕ್ತಿಯಿಂದ ತಮ್ಮ ಮಹಾರಾಜರಿಂದ ವಿದ್ಯಾರ್ಥಿ ವೇತನ ಪಡೆದು ಅಮೆರಿಕಕ್ಕೆ ಹೋಗುವ ಸಂದರ್ಭದಲ್ಲಿ ಅವರ ಪತ್ನಿ ರಮಾಬಾಯಿ ತುಂಬು ಗರ್ಭಿಣಿ. ಹೆರಿಗೆ ನಂತರದ ಕೆಲ ದಿನಗಳಲ್ಲಿ ಆ ಮಗು ಮೃತಪಡುತ್ತದೆ. ಈ ವಿಷಯ ತಿಳಿಸದೆ ಎಲ್ಲ ನೋವು ಅನುಭವಿಸುತ್ತಾಳೆ' ಹೀಗೆ ಸಾಗುವ ನಾಟಕದ ಸನ್ನಿವೇಶಗಳು ಪ್ರೇಕ್ಷಕರ ಕಣ್ಣಂಚಿನಲ್ಲಿ ನೀರು ತರಿಸಿದವು. ನಗರದ ಸಾಹಿತ್ಯ ಭವನದಲ್ಲಿ ಭಾನುವಾರ ಸಂಜೆ ಪ್ರದರ್ಶನಗೊಂಡ ನಾಟಕವು ಪ್ರೇಕ್ಷಕರ ಮನಸೂರೆಗೊಂಡಿತು. ನಾಟಕ ಪ್ರದರ್ಶನದ ಮೊದಲು ಸಾಹಿತಿ ಹಾಗೂ ಕವಿ ಮಹಾಂತೇಶ ಮಲ್ಲನಗೌಡರ ಉದ್ಘಾಟಿಸಿ ಮಾತನಾಡಿ, 'ರಮಾಬಾಯಿ ಅವರ ಜೀವನ ಸಂಘರ್ಷ ಎಲ್ಲರಿಗೂ ಮಾದರಿ' ಎಂದರು. ಕಲಾವಿದರು ಅಭಿನಯದ ಮೂಲಕ ನಾಟಕಕ್ಕೆ ಜೀವ ತುಂಬಿದರು. — [397, 1245, 603, 1517]
drama-col2-text: ಯಾದ ದಕ್ಕಿದಲ್ಲಿ ಇರದೇಕಾ, ಏಕತ್ತ ಭಾರತದಲ್ಲಿ ಎಲ್ಲಾ ವರ್ಗದ ಜನರಿಗೆ ನ್ಯಾಯ ಸಿಗಬೇಕು ಎಂದು ಡಾ.ಬಿ.ಆರ್. ಅಂಬೇಡ್ಕರ್ ಅವರು ಶ್ರೇಷ್ಠವಾದ ಸಂವಿಧಾನ ಕೊಟ್ಟಿದ್ದಾರೆ, ಅವರು ಕೊಟ್ಟ ಸಂವಿಧಾನದಿಂದಲೇ 'ಇಂಥ ಈ ಗೌರವ, ಸ್ಥಾನಮಾನ ಸಿಕ್ಕಿದೆ' ಎಂದು ಹೇಳಿದರು. ನಗರಸಭೆ ಅಧ್ಯಕ್ಷ ಅಮ್ಜದ್ ಪಟೇಲ್, ಕಾಲೇಜಿನ ಪ್ರಾಚಾರ್ಯರು, ಕಲಾವಿದರು, ರಂಗಕರ್ಮಿಗಳು ಹಾಗೂ ಪ್ರೇಕ್ಷಕರು ಭಾಗವಹಿಸಿದ್ದರು. ಹಿರಿಯ ರಂಗಕರ್ಮಿಗಳು ನಾಟಕ ತಂಡವನ್ನು ಅಭಿನಂದಿಸಿದರು. ಕೊಪ್ಪಳ ಜಿಲ್ಲೆಯ ವಿವಿಧ ತಾಲ್ಲೂಕುಗಳಿಂದ ಆಗಮಿಸಿದ ಪ್ರೇಕ್ಷಕರು ಕಾರ್ಯಕ್ರಮದಲ್ಲಿ ಪಾಲ್ಗೊಂಡು ನಾಟಕವನ್ನು ವೀಕ್ಷಿಸಿದರು. ನಾಟಕದ ನಿರ್ದೇಶಕರು ಹಾಗೂ ಕಲಾವಿದರನ್ನು ವೇದಿಕೆಯಲ್ಲಿ ಸನ್ಮಾನಿಸಲಾಯಿತು. ಎಲ್ಲರೂ ಅನೇಕರು ಪಾಲ್ಗೊಂಡಿದ್ದರು. — [614, 1229, 821, 1501]
plant-dome — [808, 2034, 959, 2142]
weekday: ಮಂಗಳವಾರ — [1340, 83, 1435, 111]
color-strip-bottom — [0, 2456, 1510, 2464]
guru-col2 — [1059, 1285, 1266, 1813]
bottom-col1-text: ತುಂಗಭದ್ರಾ ಜಲಾಶಯ ದಿಂದ ಸರಬರಾಜಾಗುವ ಬಹುಗ್ರಾಮ ಕುಡಿಯುವ ನೀರು ಯೋಜನೆಯ ಶುದ್ಧೀಕರಣ ಘಟಕವು ತಾಲ್ಲೂಕಿನ ಶಿವಪೂರ ಬಳಿ ಇದ್ದು, ಈ ಘಟಕವು ಜೆಸ್ಕಾಂಗೆ 11 ಕೋಟಿ ವಿದ್ಯುತ್ ಬಿಲ್ ಬಾಕಿ ಉಳಿಸಿಕೊಂಡಿದೆ. ಇದರಿಂದ ಪಾವತಿಸದ ಕಾರಣಕ್ಕೆ ನೀರು ಪೂರೈಕೆ ಸ್ಥಗಿತವಾಗುವ ಭೀತಿ ಎದುರಾಗಿದೆ. ಇದೇ ಯೋಜನೆಯಿಂದ ಕೂಡ್ಲಿಗಿ ತಾಲ್ಲೂಕಿನ 218 ಗ್ರಾಮಗಳು ನೀರಿನಿಂದ ವಂಚಿತರಾಗುವ ಆತಂಕ ಎದುರಾಗಿದೆ. ಹೊಸಪೇಟೆ ತಾಲ್ಲೂಕು, ಚಿತ್ರದುರ್ಗ ಜಿಲ್ಲೆಯ ಮೊಳಕಾಲ್ಮೂರು, ಚಳ್ಳಕೆರೆ, ಚಿತ್ರದುರ್ಗ ತಾಲ್ಲೂಕಿನ 1,088 ಗ್ರಾಮಗಳು ಹಾಗೂ 3 ಪಟ್ಟಣ ಪ್ರದೇಶಗಳಿಗೆ ವ್ಯಾಪ್ತಿಯ ಜನರಿಗೆ ನಿರಂತರ ಕುಡಿಯುವ ನೀರು — [397, 1972, 660, 2164]
bottom-tag: ■ ಡಿಡಿ, ನ್ಯೂಸ್ ಕೊಡ್ಡಗಿ — [397, 1953, 660, 1966]
plant-building — [1018, 1986, 1195, 2093]
top-col3-text: ಯೋಜನೆಗಳಲ್ಲಿ ಒಂದಾದ ಶಕ್ತಿ ಯೋಜನೆಯು ಜಾರಿಯಾಗಿ ಎರಡು ವರ್ಷಗಳನ್ನು ಪೂರೈಸಿದ್ದು, ಈ ಅವಧಿಯಲ್ಲಿ ರಾಜ್ಯದಲ್ಲಿ ಸುಮಾರು 500 ಕೋಟಿ ಮಹಿಳೆಯರು ಉಚಿತ ಬಸ್ ಪ್ರಯಾಣ ಸೌಲಭ್ಯದ ಸದುಪಯೋಗ ಪಡೆದುಕೊಂಡಿದ್ದಾರೆ. ಜಿಲ್ಲೆಯಲ್ಲಿಯೂ ಸಹ ಈ ಯೋಜನೆಗೆ ಉತ್ತಮ ಪ್ರತಿಕ್ರಿಯೆ ದೊರೆತಿದೆ. ಬಹುಶಃ ಇಂತಹ ಯೋಜನೆಯು ದೇಶದ ಯಾವ ರಾಜ್ಯದಲ್ಲಿಯೂ ಇಲ್ಲ. ಈ ಯೋಜನೆ ಬಹಳಷ್ಟು ಮಹಿಳೆಯರ ಸ್ವಾವಲಂಬನೆಗೆ ಮತ್ತು ನಮ್ಮ ಸರ್ಕಾರಕ್ಕೆ ಮೆಚ್ಚುಗೆ ವ್ಯಕ್ತವಾಗಿದೆ. ಶಕ್ತಿ ಯೋಜನೆಯ ಈ ಕಾರ್ಯಕ್ರಮ ರಾಜ್ಯದ ಎಲ್ಲಾ ಜಿಲ್ಲಾ ಕೇಂದ್ರ ಮತ್ತು ತಾಲ್ಲೂಕು ಕೇಂದ್ರಗಳ ಬಸ್ ನಿಲ್ದಾಣದಲ್ಲಿ ಬಸ್‌ಗೆ ಪೂಜೆ ಮಾಡಿ, ಪ್ರಯಾಣಿಕರಿಗೆ ಸಿಹಿ ಹಂಚಿ ಸಂಭ್ರಮಾಚರಣೆ ಮಾಡುವಂತೆ ಸರ್ಕಾರವು ನಿರ್ಣಯಿಸಿದ ಹಿನ್ನೆಲೆಯಲ್ಲಿ ಇಂದು ಕೊಪ್ಪಳ ಕೇಂದ್ರೀಯ ಬಸ್ ನಿಲ್ದಾಣದಲ್ಲಿಯೂ ಬಸ್‌ಗೆ ಪೂಜೆ ಸಲ್ಲಿಸಿ ಮತ್ತು ಮಹಿಳೆಯರಿಗೆ ಸಿಹಿ ಹಂಚುವ ಕಾರ್ಯಕ್ರಮ ಆಯೋಜಿಸಲಾಗಿದೆ ಎಂದರು. ಬಸ್‌ಗೆ ವಿಶೇಷ ಪೂಜೆ & ಪ್ರಯಾಣಿಕರಿಗೆ ಸಿಹಿ ಹಂಚಿಕೆ: ಶಕ್ತಿ ಯೋಜನೆಯಡಿ ರಾಜ್ಯದಲ್ಲಿ — [960, 580, 1234, 887]
top-headline-main: ಶಕ್ತಿ ಯೋಜನೆಯಡಿ ರಾಜ್ಯದಲ್ಲಿ 500 ಕೋಟಿ ಉಚಿತ್ ಟಿಕೆಟ್ ವಿತರಣೆ: — [571, 158, 1136, 187]
top-col2-text: ಸಹಾಯಧನ ಮತ್ತು ಉಚಿತ ಬಸ್ ಪ್ರಯಾಣದ ಸೌಲಭ್ಯವನ್ನು ನಮ್ಮ ಸರ್ಕಾರ ಮಾಡಿಕೊಟ್ಟಿದೆ. ಇದರ ಜೊತೆಗೆ ಗೃಹಜ್ಯೋತಿ ಯೋಜನೆಯಡಿ ಪ್ರತಿ ಮನೆಗೆ 200 ಯುನಿಟ್ ಉಚಿತ ವಿದ್ಯುತ್, ಅನ್ನಭಾಗ್ಯ ಯೋಜನೆಯಡಿ ಹತ್ತು ಕೆ.ಜಿ ಅಕ್ಕಿ ವಿತರಣೆ ಹಾಗೂ ನಿರುದ್ಯೋಗಿ ಯುವಕರಿಗೆ ನಿರುದ್ಯೋಗ ಭತ್ಯೆ ನೀಡುವುದರ ಮೂಲಕ ಎಲ್ಲರಿಗೂ ಆರ್ಥಿಕವಾಗಿ ಶಕ್ತಿ ತುಂಬಿದೆ. ಈ ಐದು ಗ್ಯಾರಂಟಿ ಯೋಜನೆಗಳು ಸಮಾಜದ ಕಟ್ಟಕಡೆಯ ವ್ಯಕ್ತಿಯವರೆಗೂ ತಲುಪಿಸುವಂತಹ ಕೆಲಸ ನಮ್ಮ ಸರ್ಕಾರದಿಂದ ಆಗಿದೆ. ಮುಖ್ಯಮಂತ್ರಿಗಳು ಪಂಚ ಗ್ಯಾರಂಟಿ ಯೋಜನೆಗಳನ್ನು ಯಶಸ್ವಿಯಾಗಿ ಜಾರಿಗೊಳಿಸಿದ್ದಾರೆ. ಮುಂದಿನ ದಿನಗಳಲ್ಲಿಯೂ ಈ ಯೋಜನೆಗಳು ಮುಂದುವರೆಯಲಿವೆ ಎಂದು ಹೇಳಿದರು. ಕೊಪ್ಪಳ ಜಿಲ್ಲಾ ಪಂಚ ಗ್ಯಾರಂಟಿ ಯೋಜನೆಗಳ ಅನುಷ್ಠಾನ ಪ್ರಾಧಿಕಾರದ ಅಧ್ಯಕ್ಷರಾದ ರೆಡ್ಡಿ ಶ್ರೀನಿವಾಸ ಅವರು ಮಾತನಾಡಿ, ರಾಜ್ಯ ಸರ್ಕಾರದ ಮಹತ್ವಾಕಾಂಕ್ಷೆಯ ಸಾಮಾಜಿಕ ಕಾರ್ಯಕ್ರಮವಾಗಿರುವ ಪಂಚ ಗ್ಯಾರಂಟಿ — [676, 580, 949, 866]
article-missing-tag: ■ ಡಿಡಿ, ನ್ಯೂಸ್ ಕೊಪ್ಪಳ — [54, 252, 367, 265]
readers-forum-email: e-mail : deshadootha1993@gmail.com — [95, 2245, 326, 2258]
top-col1 — [397, 252, 660, 960]
